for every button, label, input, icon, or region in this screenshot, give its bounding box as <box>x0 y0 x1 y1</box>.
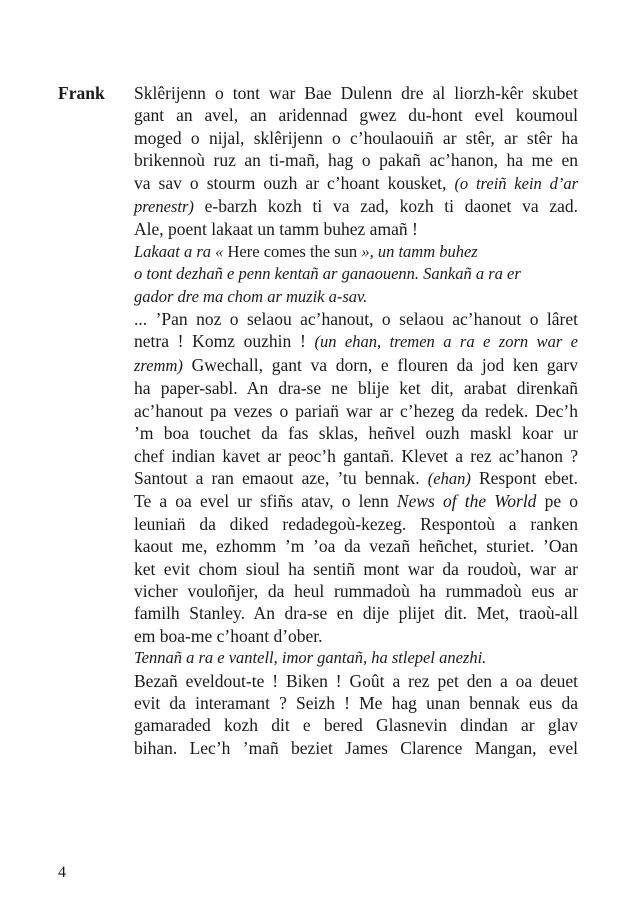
text-segment: pe o <box>544 491 579 512</box>
stage-direction-block-1 <box>134 241 578 308</box>
page-number: 4 <box>58 864 66 881</box>
text-line: em boa-me c’hoant d’ober. <box>134 625 323 646</box>
text-line: vicher vouloñjer, da heul rummadoù ha rummadoù eus ar <box>134 580 578 601</box>
text-line: kaout me, ezhomm ’m ’oa da vezañ heñchet, sturiet. ’Oan <box>134 536 578 557</box>
text-line: familh Stanley. An dra-se en dije plijet dit. Met, traoù-all <box>134 603 578 624</box>
text-line <box>134 490 578 512</box>
text-line <box>134 195 578 218</box>
text-line: ... ’Pan noz o selaou ac’hanout, o selaou ac’hanout o lâret <box>134 309 578 330</box>
text-line: brikennoù ruz an ti-mañ, hag o pakañ ac’hanon, ha me en <box>134 150 578 171</box>
dialogue-paragraph-2 <box>134 308 578 647</box>
stage-direction-block-2: Tennañ a ra e vantell, imor gantañ, ha stlepel anezhi. <box>134 648 487 668</box>
text-segment: Santout a ran emaout aze, ’tu bennak. <box>134 467 420 488</box>
text-line: o tont dezhañ e penn kentañ ar ganaouenn. Sankañ a ra er <box>134 264 521 284</box>
stage-direction-inline: (ehan) <box>427 468 471 488</box>
text-segment: Lakaat a ra « <box>134 241 224 261</box>
text-line <box>134 467 578 490</box>
text-line: ac’hanout pa vezes o parian̈ war ar c’hezeg da redek. Dec’h <box>134 400 578 421</box>
text-line: gant an avel, an aridennad gwez du-hont evel koumoul <box>134 105 578 126</box>
stage-direction-inline: zremm) <box>134 355 183 375</box>
text-segment: e-barzh kozh ti va zad, kozh ti daonet va zad. <box>204 196 578 217</box>
newspaper-title: News of the World <box>396 491 537 512</box>
text-line: ket evit chom sioul ha sentiñ mont war da roudoù, war ar <box>134 558 578 579</box>
song-title: Here comes the sun <box>227 241 358 261</box>
text-line: evit da interamant ? Seizh ! Me hag unan bennak eus da <box>134 692 578 713</box>
text-line: gamaraded kozh dit e bered Glasnevin dindan ar glav <box>134 715 578 736</box>
text-line <box>134 241 578 263</box>
text-line: leunian̈ da diked redadegoù-kezeg. Respontoù a ranken <box>134 513 578 534</box>
text-line <box>134 172 578 195</box>
text-line: ’m boa touchet da fas sklas, heñvel ouzh maskl koar ur <box>134 423 578 444</box>
text-segment: Te a oa evel ur sfiñs atav, o lenn <box>134 491 389 512</box>
dialogue-paragraph-3 <box>134 670 578 760</box>
text-segment: netra ! Komz ouzhin ! <box>134 331 306 352</box>
text-segment: va sav o stourm ouzh ar c’hoant kousket, <box>134 172 447 193</box>
text-line: Ale, poent lakaat un tamm buhez amañ ! <box>134 219 418 240</box>
text-line: gador dre ma chom ar muzik a-sav. <box>134 286 368 306</box>
stage-direction-inline: (o treiñ kein d’ar <box>454 173 578 193</box>
stage-direction-inline: prenestr) <box>134 197 194 217</box>
text-segment: Gwechall, gant va dorn, e flouren da jod ken garv <box>191 354 578 375</box>
stage-direction-inline: (un ehan, tremen a ra e zorn war e <box>314 332 579 352</box>
text-line: Sklêrijenn o tont war Bae Dulenn dre al liorzh-kêr skubet <box>134 83 578 103</box>
dialogue-paragraph-1 <box>134 82 578 241</box>
text-line: ha paper-sabl. An dra-se ne blije ket dit, arabat direnkañ <box>134 378 578 399</box>
text-line: bihan. Lec’h ’mañ beziet James Clarence Mangan, evel <box>134 737 578 758</box>
text-line <box>134 330 578 353</box>
speaker-name: Frank <box>58 83 105 103</box>
text-line: Bezañ eveldout-te ! Biken ! Goût a rez pet den a oa deuet <box>134 670 578 691</box>
text-line <box>134 354 578 377</box>
text-line: chef indian kavet ar peoc’h gantañ. Klevet a rez ac’hanon ? <box>134 445 578 466</box>
text-line: moged o nijal, sklêrijenn o c’houlaouiñ ar stêr, ar stêr ha <box>134 127 578 148</box>
text-segment: », un tamm buhez <box>361 241 478 261</box>
text-segment: Respont ebet. <box>478 467 579 488</box>
text-column <box>134 82 578 759</box>
